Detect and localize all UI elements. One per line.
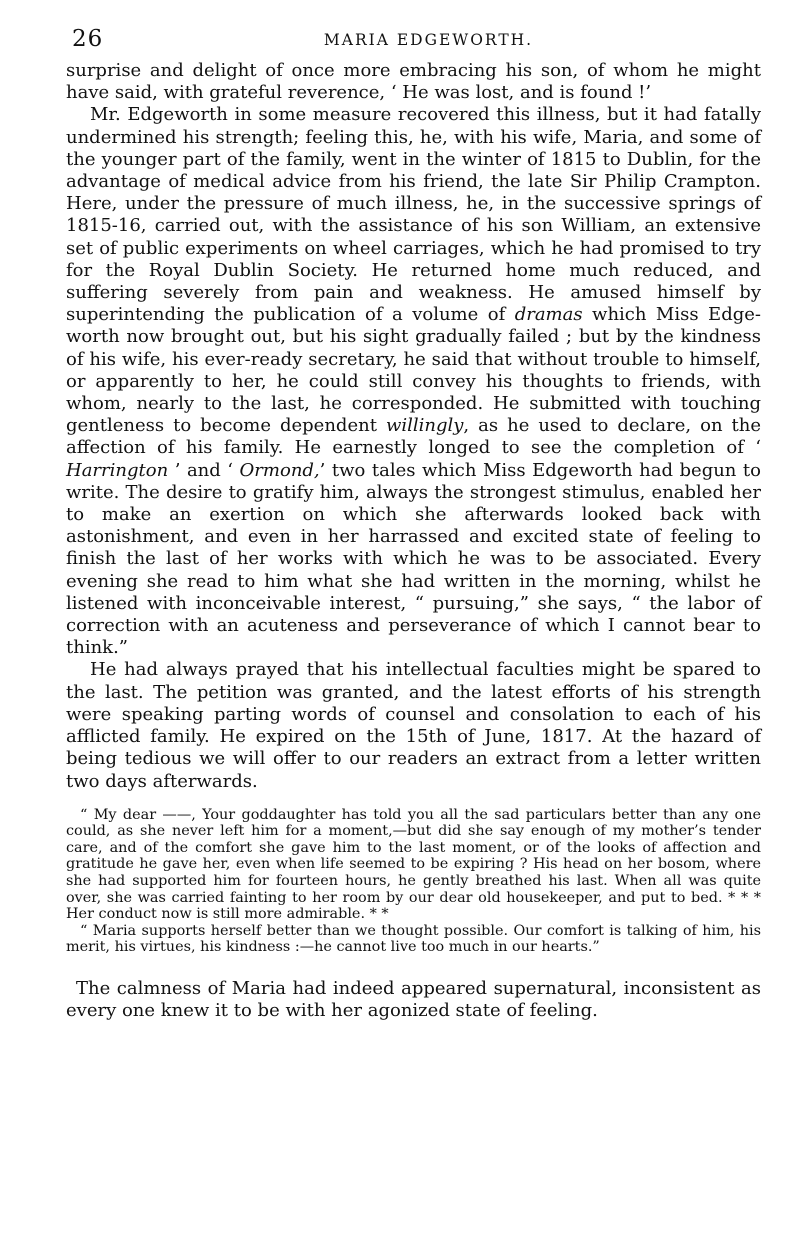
italic-ormond: Ormond, — [239, 459, 320, 481]
page-header — [66, 26, 761, 60]
running-head: MARIA EDGEWORTH. — [323, 31, 534, 49]
italic-harrington: Harrington — [66, 459, 169, 481]
main-text — [66, 60, 761, 793]
closing-text — [66, 978, 761, 1022]
closing-paragraph: The calmness of Maria had indeed appeared supernatural, inconsistent as every one knew it to be with her agonized state of feeling. — [66, 978, 761, 1022]
letter-extract — [66, 807, 761, 956]
page-number: 26 — [72, 26, 104, 52]
paragraph-edgeworth-illness — [66, 104, 761, 659]
italic-willingly: willingly — [385, 415, 464, 437]
letter-paragraph-1: “ My dear ——, Your goddaughter has told you all the sad particulars better than any one could, as she never left him for a moment,—but did she say enough of my mother’s tender care, and of the comfort she gave him to the last moment, or of the looks of affection and gratitude he gave her, even when life seemed to be expiring ? His head on her bosom, where she had supported him for fourteen hours, he gently breathed his last. When all was quite over, she was carried fainting to her room by our dear old housekeeper, and put to bed. * * * Her conduct now is still more admirable. * * — [66, 806, 761, 923]
paragraph-death: He had always prayed that his intellectual faculties might be spared to the last. The petition was granted, and the latest efforts of his strength were speaking parting words of counsel and consolation to each of his afflicted family. He expired on the 15th of June, 1817. At the hazard of being tedious we will offer to our readers an extract from a letter written two days afterwards. — [66, 659, 761, 792]
text-run: which Miss Edgeworth now brought out, but his sight gradually failed ; but by the kindness of his wife, his ever-ready secretary, he said that without trouble to himself, or apparently to her, he could still convey his thoughts to friends, with whom, nearly to the last, he corresponded. He submitted with touching gentleness to become dependent — [66, 304, 761, 437]
italic-dramas: dramas — [514, 304, 583, 326]
text-run: Mr. Edgeworth in some measure recovered this illness, but it had fatally undermined his strength; feeling this, he, with his wife, Maria, and some of the younger part of the family, went in the winter of 1815 to Dublin, for the advantage of medical advice from his friend, the late Sir Philip Crampton. Here, under the pressure of much illness, he, in the successive springs of 1815-16, carried out, with the assistance of his son William, an extensive set of public experiments on wheel carriages, which he had promised to try for the Royal Dublin Society. He returned home much reduced, and suffering severely from pain and weakness. He amused himself by superintending the publication of a volume of — [66, 104, 761, 326]
letter-paragraph-2: “ Maria supports herself better than we thought possible. Our comfort is talking of him, his merit, his virtues, his kindness :—he cannot live too much in our hearts.” — [66, 922, 761, 956]
paragraph-continuation: surprise and delight of once more embracing his son, of whom he might have said, with grateful reverence, ‘ He was lost, and is found !’ — [66, 60, 761, 104]
text-run: ’ and ‘ — [168, 459, 240, 481]
text-run: , as he used to declare, on the affection of his family. He earnestly longed to see the completion of ‘ — [66, 415, 762, 459]
text-run: ’ two tales which Miss Edgeworth had begun to write. The desire to gratify him, always the strongest stimulus, enabled her to make an exertion on which she afterwards looked back with astonishment, and even in her harrassed and excited state of feeling to finish the last of her works with which he was to be associated. Every evening she read to him what she had written in the morning, whilst he listened with inconceivable interest, “ pursuing,” she says, “ the labor of correction with an acuteness and perseverance of which I cannot bear to think.” — [66, 459, 761, 659]
